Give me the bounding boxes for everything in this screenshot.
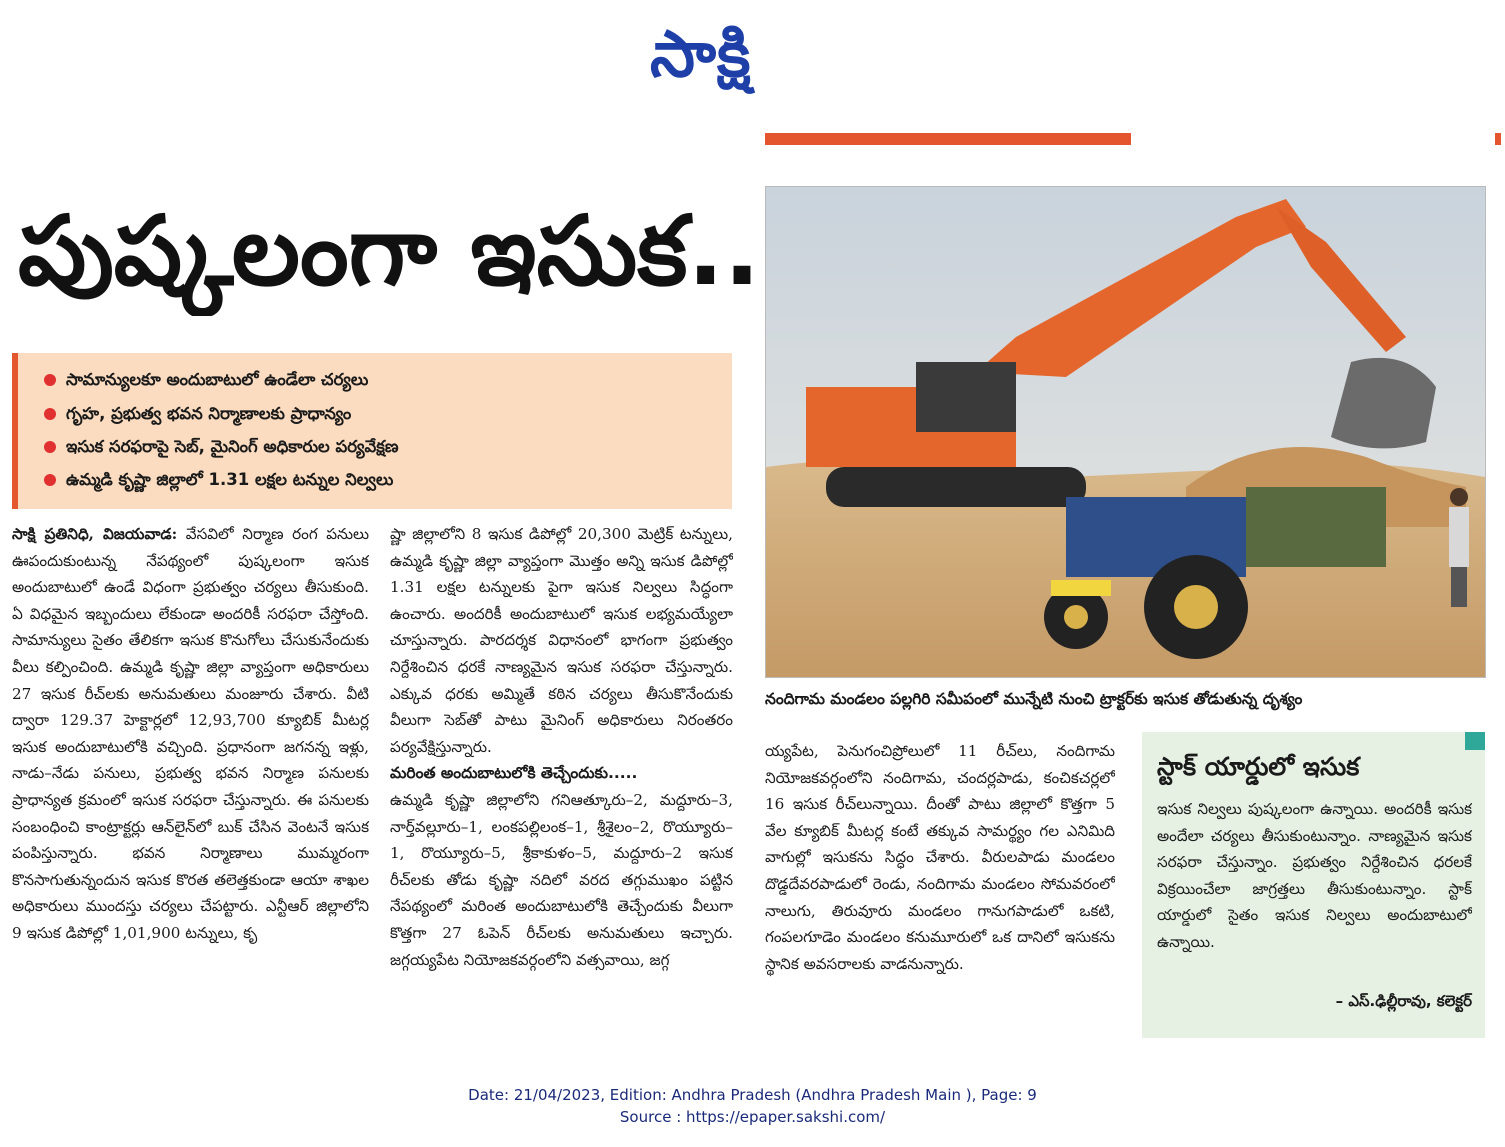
logo-text: సాక్షి bbox=[650, 18, 752, 92]
quote-box-corner bbox=[1465, 732, 1485, 750]
bullet-icon bbox=[44, 474, 56, 486]
highlight-item bbox=[66, 370, 368, 393]
highlights-box bbox=[12, 353, 732, 509]
highlight-text: సామాన్యులకూ అందుబాటులో ఉండేలా చర్యలు bbox=[66, 370, 369, 389]
article-column-1 bbox=[12, 521, 369, 1051]
section-rule bbox=[765, 133, 1131, 145]
highlight-text: గృహ, ప్రభుత్వ భవన నిర్మాణాలకు ప్రాధాన్యం bbox=[66, 404, 352, 423]
highlight-item bbox=[66, 437, 399, 460]
quote-box-title: స్టాక్ యార్డులో ఇసుక bbox=[1157, 752, 1360, 781]
article-text: య్యపేట, పెనుగంచిప్రోలులో 11 రీచ్‌లు, నందిగామ నియోజకవర్గంలోని నందిగామ, చందర్లపాడు, కంచికచర్లలో 16 ఇసుక రీచ్‌లున్నాయి. దీంతో పాటు జిల్లాలో కొత్తగా 5 వేల క్యూబిక్ మీటర్ల కంటే తక్కువ సామర్థ్యం గల ఎనిమిది వాగుల్లో ఇసుకను సిద్ధం చేశారు. వీరులపాడు మండలం దొడ్డదేవరపాడులో రెండు, నందిగామ మండలం సోమవరంలో నాలుగు, తిరువూరు మండలం గానుగపాడులో ఒకటి, గంపలగూడెం మండలం కనుమూరులో ఒక దానిలో ఇసుకను స్థానిక అవసరాలకు వాడనున్నారు. bbox=[765, 742, 1115, 973]
highlight-text: ఉమ్మడి కృష్ణా జిల్లాలో 1.31 లక్షల టన్నుల నిల్వలు bbox=[66, 470, 394, 489]
photo-caption: నందిగామ మండలం పల్లగిరి సమీపంలో మున్నేటి నుంచి ట్రాక్టర్‌కు ఇసుక తోడుతున్న దృశ్యం bbox=[765, 690, 1303, 708]
footer-date-edition: Date: 21/04/2023, Edition: Andhra Pradesh (Andhra Pradesh Main ), Page: 9 bbox=[468, 1086, 1037, 1104]
article-text: ఉమ్మడి కృష్ణా జిల్లాలోని గనిఆత్కూరు–2, మద్దూరు–3, నార్త్‌వల్లూరు–1, లంకపల్లిలంక–1, శ్రీశైలం–2, రొయ్యూరు–1, రొయ్యూరు–5, శ్రీకాకుళం–5, మద్దూరు–2 ఇసుక రీచ్‌లకు తోడు కృష్ణా నదిలో వరద తగ్గుముఖం పట్టిన నేపథ్యంలో మరింత అందుబాటులోకి తెచ్చేందుకు వీలుగా కొత్తగా 27 ఓపెన్ రీచ్‌లకు అనుమతులు ఇచ్చారు. జగ్గయ్యపేట నియోజకవర్గంలోని వత్సవాయి, జగ్గ bbox=[390, 790, 733, 969]
article-text: వేసవిలో నిర్మాణ రంగ పనులు ఊపందుకుంటున్న నేపథ్యంలో పుష్కలంగా ఇసుక అందుబాటులో ఉండే విధంగా ప్రభుత్వం చర్యలు తీసుకుంది. ఏ విధమైన ఇబ్బందులు లేకుండా అందరికీ సరఫరా చేస్తోంది. సామాన్యులు సైతం తేలికగా ఇసుక కొనుగోలు చేసుకునేందుకు వీలు కల్పించింది. ఉమ్మడి కృష్ణా జిల్లా వ్యాప్తంగా అధికారులు 27 ఇసుక రీచ్‌లకు అనుమతులు మంజూరు చేశారు. వీటి ద్వారా 129.37 హెక్టార్లలో 12,93,700 క్యూబిక్ మీటర్ల ఇసుక అందుబాటులోకి వచ్చింది. ప్రధానంగా జగనన్న ఇళ్లు, నాడు–నేడు పనులు, ప్రభుత్వ భవన నిర్మాణ పనులకు ప్రాధాన్యత క్రమంలో ఇసుక సరఫరా చేస్తున్నారు. ఈ పనులకు సంబంధించి కాంట్రాక్టర్లు ఆన్‌లైన్‌లో బుక్ చేసిన వెంటనే ఇసుక పంపిస్తున్నారు. భవన నిర్మాణాలు ముమ్మరంగా కొనసాగుతున్నందున ఇసుక కొరత తలెత్తకుండా ఆయా శాఖల అధికారులు ముందస్తు చర్యలు చేపట్టారు. ఎన్టీఆర్ జిల్లాలోని 9 ఇసుక డిపోల్లో 1,01,900 టన్నులు, కృ bbox=[12, 525, 369, 942]
section-rule-end bbox=[1495, 133, 1501, 145]
headline: పుష్కలంగా ఇసుక.. bbox=[18, 195, 761, 307]
newspaper-logo bbox=[650, 10, 860, 100]
footer-source[interactable]: Source : https://epaper.sakshi.com/ bbox=[619, 1108, 886, 1126]
bullet-icon bbox=[44, 374, 56, 386]
article-text: ష్ణా జిల్లాలోని 8 ఇసుక డిపోల్లో 20,300 మెట్రిక్ టన్నులు, ఉమ్మడి కృష్ణా జిల్లా వ్యాప్తంగా మొత్తం అన్ని ఇసుక డిపోల్లో 1.31 లక్షల టన్నులకు పైగా ఇసుక నిల్వలు సిద్ధంగా ఉంచారు. అందరికీ అందుబాటులో ఇసుక లభ్యమయ్యేలా చూస్తున్నారు. పారదర్శక విధానంలో భాగంగా ప్రభుత్వం నిర్దేశించిన ధరకే నాణ్యమైన ఇసుక సరఫరా చేస్తున్నారు. ఎక్కువ ధరకు అమ్మితే కఠిన చర్యలు తీసుకొనేందుకు వీలుగా సెబ్‌తో పాటు మైనింగ్ అధికారులు నిరంతరం పర్యవేక్షిస్తున్నారు. bbox=[390, 525, 733, 756]
quote-signature: – ఎస్.ఢిల్లీరావు, కలెక్టర్ bbox=[1335, 992, 1472, 1010]
bullet-icon bbox=[44, 441, 56, 453]
highlight-item bbox=[66, 470, 393, 493]
quote-box-body: ఇసుక నిల్వలు పుష్కలంగా ఉన్నాయి. అందరికీ ఇసుక అందేలా చర్యలు తీసుకుంటున్నాం. నాణ్యమైన ఇసుక సరఫరా చేస్తున్నాం. ప్రభుత్వం నిర్దేశించిన ధరలకే విక్రయించేలా జాగ్రత్తలు తీసుకుంటున్నాం. స్టాక్ యార్డులో సైతం ఇసుక నిల్వలు అందుబాటులో ఉన్నాయి. bbox=[1157, 800, 1472, 951]
article-column-2 bbox=[390, 521, 733, 1051]
article-subhead: మరింత అందుబాటులోకి తెచ్చేందుకు..... bbox=[390, 764, 638, 783]
page-footer bbox=[0, 1084, 1505, 1128]
dateline: సాక్షి ప్రతినిధి, విజయవాడ: bbox=[12, 525, 178, 543]
article-column-3 bbox=[765, 738, 1115, 1048]
highlight-item bbox=[66, 404, 351, 427]
highlight-text: ఇసుక సరఫరాపై సెబ్, మైనింగ్ అధికారుల పర్యవేక్షణ bbox=[66, 437, 399, 456]
bullet-icon bbox=[44, 408, 56, 420]
article-photo bbox=[765, 186, 1486, 678]
